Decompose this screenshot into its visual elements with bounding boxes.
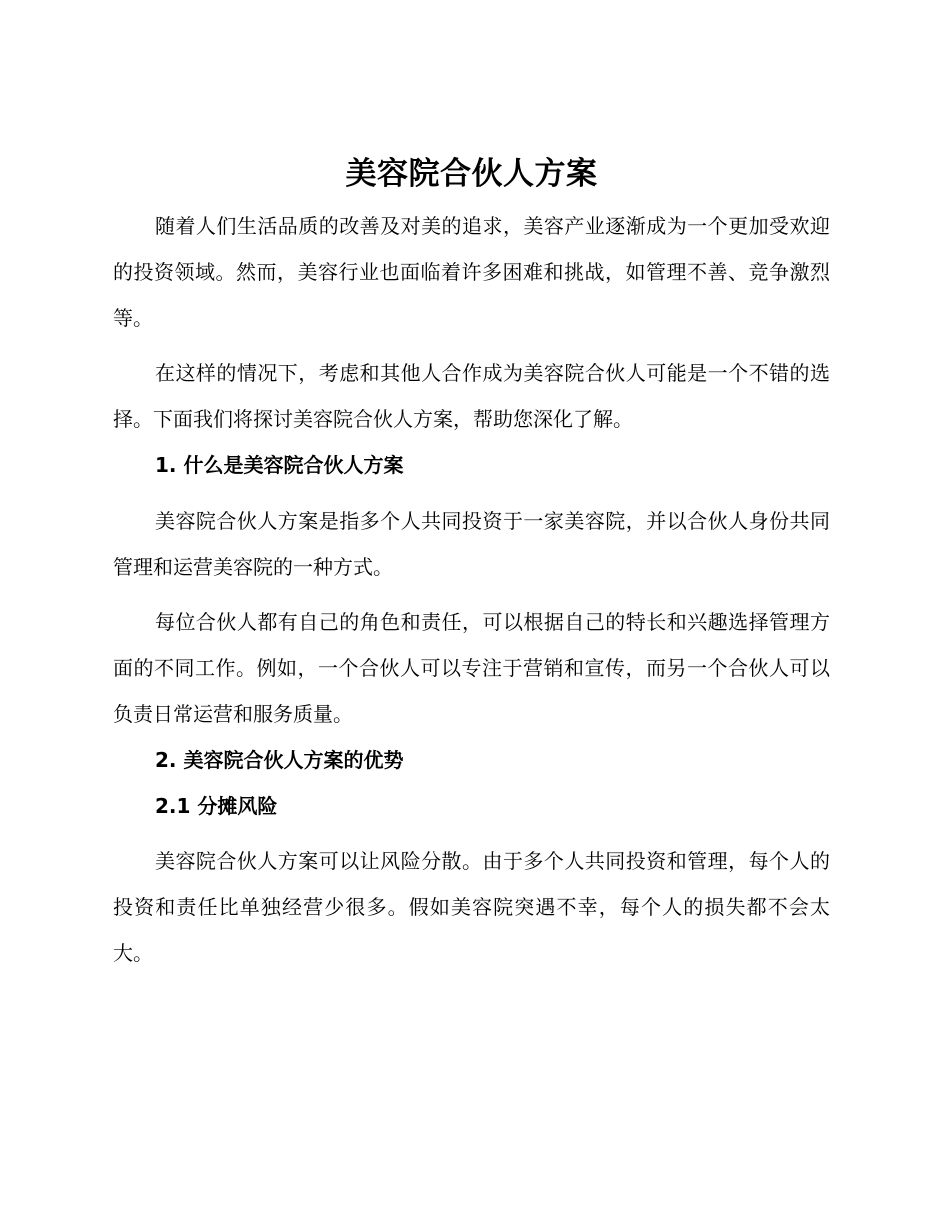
section-1-heading: 1. 什么是美容院合伙人方案 — [155, 452, 404, 477]
document-page — [113, 152, 830, 977]
intro-paragraph-2: 在这样的情况下，考虑和其他人合作成为美容院合伙人可能是一个不错的选择。下面我们将探讨美容院合伙人方案，帮助您深化了解。 — [113, 361, 830, 432]
intro-paragraph-1: 随着人们生活品质的改善及对美的追求，美容产业逐渐成为一个更加受欢迎的投资领域。然而，美容行业也面临着许多困难和挑战，如管理不善、竞争激烈等。 — [113, 214, 830, 330]
section-2-heading: 2. 美容院合伙人方案的优势 — [155, 747, 404, 772]
section-1-paragraph-2: 每位合伙人都有自己的角色和责任，可以根据自己的特长和兴趣选择管理方面的不同工作。例如，一个合伙人可以专注于营销和宣传，而另一个合伙人可以负责日常运营和服务质量。 — [113, 610, 830, 726]
section-2-1-heading: 2.1 分摊风险 — [155, 793, 278, 818]
document-title: 美容院合伙人方案 — [345, 156, 598, 192]
section-2-1-paragraph-1: 美容院合伙人方案可以让风险分散。由于多个人共同投资和管理，每个人的投资和责任比单独经营少很多。假如美容院突遇不幸，每个人的损失都不会太大。 — [113, 849, 830, 965]
section-1-paragraph-1: 美容院合伙人方案是指多个人共同投资于一家美容院，并以合伙人身份共同管理和运营美容院的一种方式。 — [113, 508, 830, 579]
